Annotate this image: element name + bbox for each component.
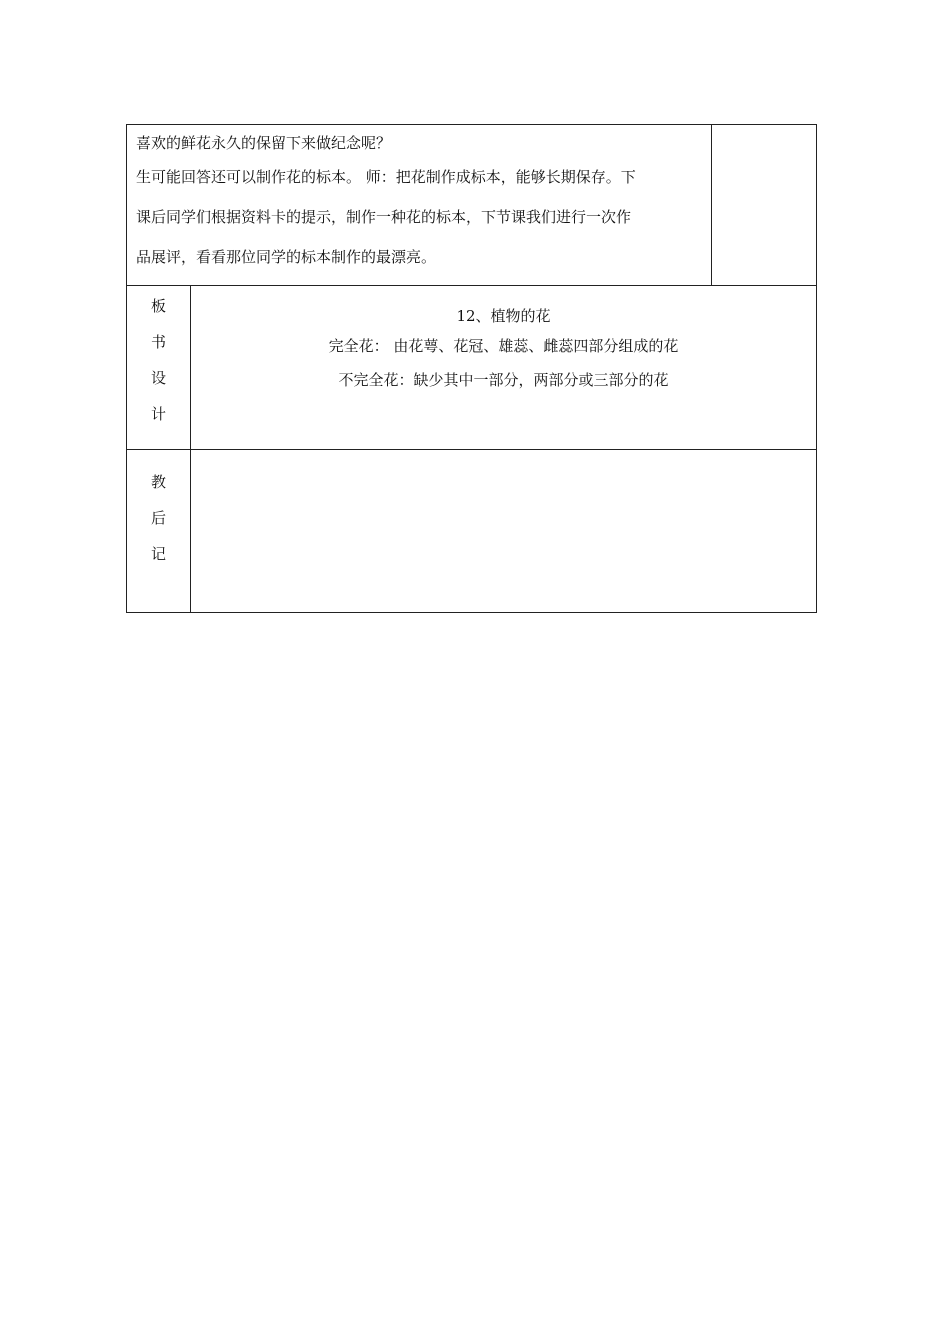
reflection-row bbox=[127, 450, 817, 613]
activity-line-2: 生可能回答还可以制作花的标本。 师：把花制作成标本，能够长期保存。下 bbox=[136, 168, 636, 186]
label-char: 记 bbox=[150, 545, 166, 563]
activity-line-3: 课后同学们根据资料卡的提示，制作一种花的标本，下节课我们进行一次作 bbox=[136, 208, 632, 226]
activity-line-4: 品展评，看看那位同学的标本制作的最漂亮。 bbox=[136, 248, 437, 266]
board-line-incomplete-flower: 不完全花：缺少其中一部分，两部分或三部分的花 bbox=[338, 371, 669, 389]
label-char: 设 bbox=[150, 369, 166, 387]
label-char: 板 bbox=[150, 297, 166, 315]
board-design-content bbox=[191, 286, 817, 450]
lesson-plan-table bbox=[126, 124, 817, 613]
board-design-label bbox=[127, 286, 191, 450]
board-line-complete-flower: 完全花： 由花萼、花冠、雄蕊、雌蕊四部分组成的花 bbox=[328, 337, 679, 355]
label-char: 计 bbox=[150, 405, 166, 423]
reflection-label bbox=[127, 450, 191, 613]
board-title: 12、植物的花 bbox=[456, 307, 551, 325]
activity-row bbox=[127, 125, 817, 286]
label-char: 后 bbox=[150, 509, 166, 527]
activity-line-1: 喜欢的鲜花永久的保留下来做纪念呢？ bbox=[136, 134, 392, 152]
notes-cell bbox=[712, 125, 817, 286]
label-char: 教 bbox=[150, 473, 166, 491]
reflection-content bbox=[191, 450, 817, 613]
label-char: 书 bbox=[150, 333, 166, 351]
board-design-row bbox=[127, 286, 817, 450]
activity-text-cell bbox=[127, 125, 712, 286]
